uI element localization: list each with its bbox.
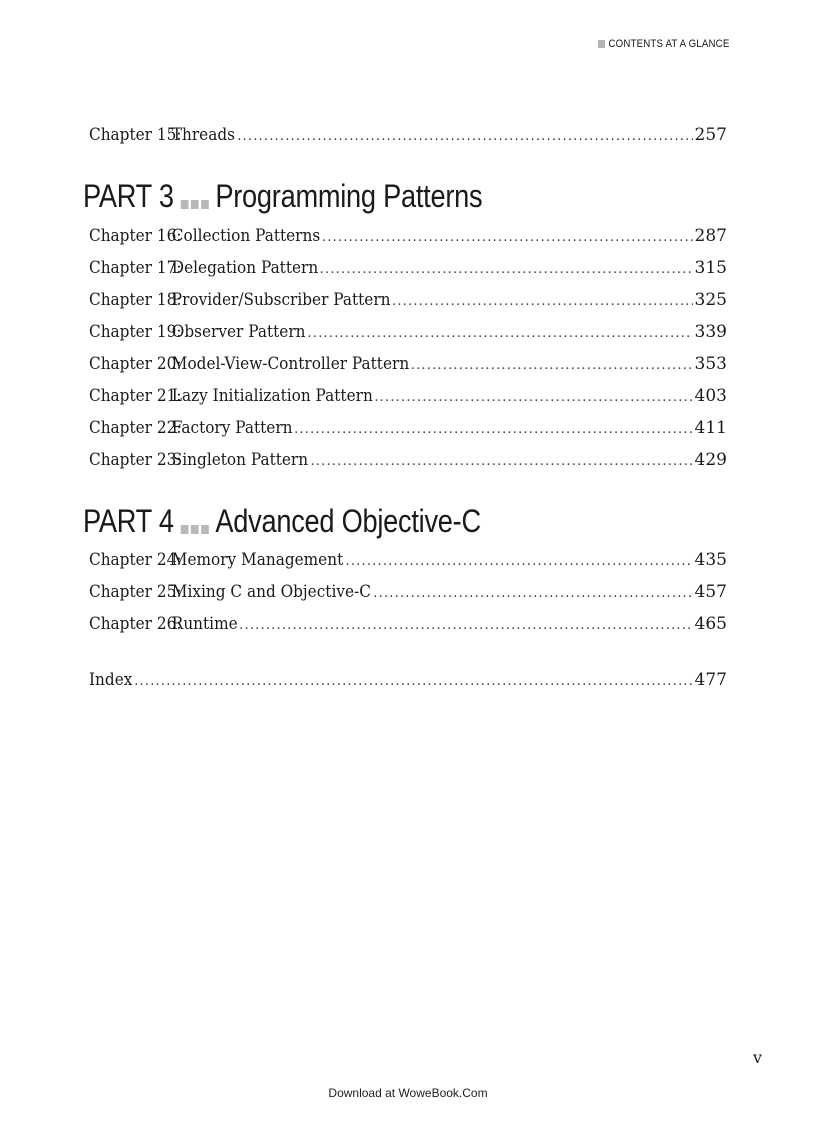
chapter-heading [89, 384, 373, 408]
chapter-title: Runtime [171, 614, 238, 634]
chapter-number: Chapter 21: [89, 386, 182, 406]
page-number: 353 [694, 354, 727, 374]
chapter-number: Chapter 25: [89, 582, 182, 602]
page-number: 315 [694, 258, 727, 278]
chapter-title: Threads [171, 125, 235, 145]
toc-entry-chapter-16[interactable] [89, 224, 727, 248]
chapter-title: Singleton Pattern [171, 450, 309, 470]
dot-leader [308, 322, 693, 346]
chapter-title: Factory Pattern [171, 418, 293, 438]
page-number: 465 [694, 614, 727, 634]
chapter-number: Chapter 26: [89, 614, 182, 634]
dot-leader [294, 418, 692, 442]
toc-entry-chapter-26[interactable] [89, 612, 727, 636]
square-bullet-icon [597, 40, 604, 48]
dot-leader [310, 450, 692, 474]
part-title: Programming Patterns [215, 177, 483, 214]
chapter-number: Chapter 23: [89, 450, 182, 470]
chapter-number: Chapter 20: [89, 354, 182, 374]
dot-leader [373, 582, 692, 606]
toc-entry-chapter-15[interactable] [89, 123, 727, 147]
chapter-heading [89, 448, 308, 472]
toc-entry-chapter-24[interactable] [89, 548, 727, 572]
index-title: Index [89, 670, 133, 690]
page-number: 477 [694, 670, 727, 690]
chapter-title: Lazy Initialization Pattern [171, 386, 373, 406]
toc-entry-chapter-19[interactable] [89, 320, 727, 344]
chapter-heading [89, 256, 318, 280]
page-number: 339 [694, 322, 727, 342]
chapter-heading [89, 288, 391, 312]
footer-text: Download at WoweBook.Com [328, 1086, 488, 1100]
page-number: 403 [694, 386, 727, 406]
toc-entry-chapter-20[interactable] [89, 352, 727, 376]
toc-entry-chapter-17[interactable] [89, 256, 727, 280]
chapter-number: Chapter 15: [89, 125, 182, 145]
page-number: 457 [694, 582, 727, 602]
running-head [597, 38, 729, 50]
folio-page-number: v [752, 1048, 762, 1067]
part-title: Advanced Objective-C [215, 502, 481, 539]
page-number: 287 [694, 226, 727, 246]
toc-entry-index[interactable] [89, 668, 727, 692]
chapter-title: Memory Management [171, 550, 344, 570]
dot-leader [237, 125, 692, 149]
dot-leader [374, 386, 692, 410]
page-number: 429 [694, 450, 727, 470]
dot-leader [239, 614, 692, 638]
chapter-number: Chapter 19: [89, 322, 182, 342]
chapter-number: Chapter 22: [89, 418, 182, 438]
chapter-number: Chapter 24: [89, 550, 182, 570]
dot-leader [320, 258, 693, 282]
chapter-number: Chapter 18: [89, 290, 182, 310]
toc-entry-chapter-23[interactable] [89, 448, 727, 472]
chapter-title: Delegation Pattern [171, 258, 319, 278]
chapter-heading [89, 416, 292, 440]
dot-leader [411, 354, 693, 378]
dot-leader [346, 550, 693, 574]
toc-entry-chapter-21[interactable] [89, 384, 727, 408]
chapter-number: Chapter 17: [89, 258, 182, 278]
chapter-heading [89, 352, 409, 376]
chapter-title: Provider/Subscriber Pattern [171, 290, 391, 310]
chapter-heading [89, 224, 320, 248]
page-number: 435 [694, 550, 727, 570]
chapter-heading [89, 548, 343, 572]
part-label: PART 3 [83, 177, 174, 214]
chapter-number: Chapter 16: [89, 226, 182, 246]
dot-leader [392, 290, 693, 314]
chapter-title: Collection Patterns [171, 226, 321, 246]
page-number: 257 [694, 125, 727, 145]
chapter-title: Observer Pattern [171, 322, 306, 342]
chapter-heading [89, 320, 305, 344]
part-3-heading [83, 176, 482, 216]
chapter-heading [89, 580, 371, 604]
dot-leader [322, 226, 693, 250]
dot-leader [134, 670, 692, 694]
separator-squares-icon [180, 525, 208, 534]
page-number: 411 [694, 418, 727, 438]
chapter-title: Mixing C and Objective-C [171, 582, 371, 602]
chapter-title: Model-View-Controller Pattern [171, 354, 410, 374]
toc-entry-chapter-18[interactable] [89, 288, 727, 312]
page-number: 325 [694, 290, 727, 310]
part-4-heading [83, 501, 481, 541]
toc-entry-chapter-22[interactable] [89, 416, 727, 440]
toc-entry-chapter-25[interactable] [89, 580, 727, 604]
running-head-text: CONTENTS AT A GLANCE [608, 38, 729, 50]
separator-squares-icon [180, 200, 208, 209]
chapter-heading [89, 123, 235, 147]
chapter-heading [89, 612, 238, 636]
part-label: PART 4 [83, 502, 174, 539]
